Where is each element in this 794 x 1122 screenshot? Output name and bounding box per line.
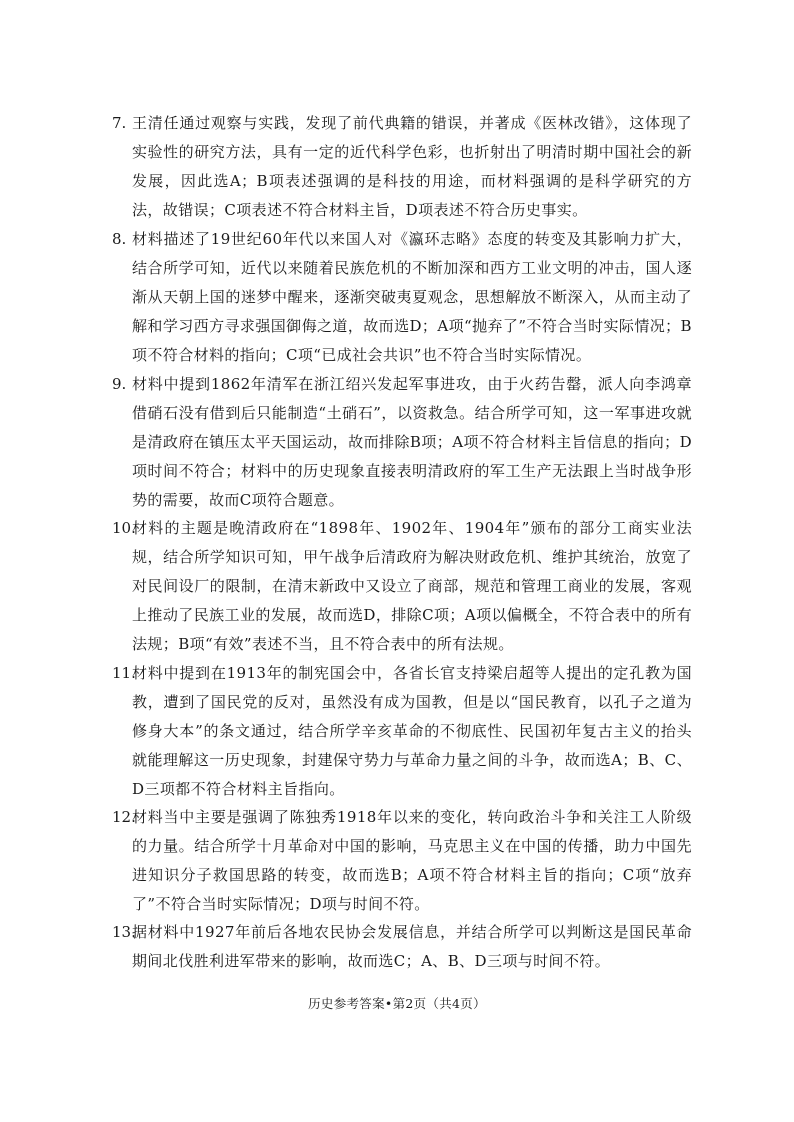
question-number: 8. bbox=[112, 230, 127, 248]
question-9 bbox=[112, 370, 692, 515]
question-number: 10. bbox=[112, 519, 136, 537]
question-text: 材料的主题是晚清政府在“1898年、1902年、1904年”颁布的部分工商实业法规，结合所学知识可知，甲午战争后清政府为解决财政危机、维护其统治，放宽了对民间设厂的限制，在清末新政中又设立了商部，规范和管理工商业的发展，客观上推动了民族工业的发展，故而选D，排除C项；A项以偏概全，不符合表中的所有法规；B项“有效”表述不当，且不符合表中的所有法规。 bbox=[132, 519, 692, 653]
question-text: 王清任通过观察与实践，发现了前代典籍的错误，并著成《医林改错》，这体现了实验性的研究方法，具有一定的近代科学色彩，也折射出了明清时期中国社会的新发展，因此选A；B项表述强调的是科技的用途，而材料强调的是科学研究的方法，故错误；C项表述不符合材料主旨，D项表述不符合历史事实。 bbox=[132, 114, 692, 219]
question-number: 9. bbox=[112, 375, 127, 393]
question-8 bbox=[112, 225, 692, 370]
question-text: 材料中提到在1913年的制宪国会中，各省长官支持梁启超等人提出的定孔教为国教，遭到了国民党的反对，虽然没有成为国教，但是以“国民教育，以孔子之道为修身大本”的条文通过，结合所学辛亥革命的不彻底性、民国初年复古主义的抬头就能理解这一历史现象，封建保守势力与革命力量之间的斗争，故而选A；B、C、D三项都不符合材料主旨指向。 bbox=[132, 664, 692, 798]
question-10 bbox=[112, 514, 692, 659]
question-text: 材料中提到1862年清军在浙江绍兴发起军事进攻，由于火药告罄，派人向李鸿章借硝石没有借到后只能制造“土硝石”，以资救急。结合所学可知，这一军事进攻就是清政府在镇压太平天国运动，故而排除B项；A项不符合材料主旨信息的指向；D项时间不符合；材料中的历史现象直接表明清政府的军工生产无法跟上当时战争形势的需要，故而C项符合题意。 bbox=[132, 375, 692, 509]
question-12 bbox=[112, 803, 692, 919]
question-number: 7. bbox=[112, 114, 127, 132]
question-13 bbox=[112, 918, 692, 976]
question-text: 材料当中主要是强调了陈独秀1918年以来的变化，转向政治斗争和关注工人阶级的力量。结合所学十月革命对中国的影响，马克思主义在中国的传播，助力中国先进知识分子救国思路的转变，故而选B；A项不符合材料主旨的指向；C项“放弃了”不符合当时实际情况；D项与时间不符。 bbox=[132, 808, 692, 913]
question-text: 据材料中1927年前后各地农民协会发展信息，并结合所学可以判断这是国民革命期间北伐胜利进军带来的影响，故而选C；A、B、D三项与时间不符。 bbox=[132, 923, 692, 970]
question-7 bbox=[112, 109, 692, 225]
page-footer: 历史参考答案•第2页（共4页） bbox=[308, 996, 486, 1011]
question-11 bbox=[112, 659, 692, 804]
question-number: 13. bbox=[112, 923, 136, 941]
question-text: 材料描述了19世纪60年代以来国人对《瀛环志略》态度的转变及其影响力扩大，结合所学可知，近代以来随着民族危机的不断加深和西方工业文明的冲击，国人逐渐从天朝上国的迷梦中醒来，逐渐突破夷夏观念，思想解放不断深入，从而主动了解和学习西方寻求强国御侮之道，故而选D；A项“抛弃了”不符合当时实际情况；B项不符合材料的指向；C项“已成社会共识”也不符合当时实际情况。 bbox=[132, 230, 692, 364]
question-number: 12. bbox=[112, 808, 136, 826]
question-number: 11. bbox=[112, 664, 136, 682]
